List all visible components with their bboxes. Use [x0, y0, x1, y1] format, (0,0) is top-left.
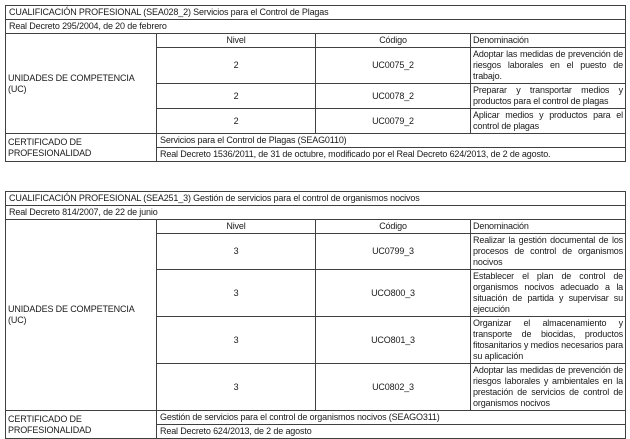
- codigo-value: UC0079_2: [316, 109, 471, 134]
- codigo-value: UCO800_3: [316, 270, 471, 317]
- column-header-nivel: Nivel: [157, 34, 316, 48]
- nivel-value: 2: [157, 84, 316, 109]
- denominacion-value: Establecer el plan de control de organismos nocivos adecuado a la situación de partida y supervisar su ejecución: [471, 270, 626, 317]
- certificate-line: Real Decreto 1536/2011, de 31 de octubre, modificado por el Real Decreto 624/2013, de 2 de agosto.: [157, 148, 626, 162]
- certificate-label: CERTIFICADO DE PROFESIONALIDAD: [8, 413, 92, 435]
- qualification-table-sea028: [5, 5, 626, 162]
- nivel-value: 3: [157, 317, 316, 364]
- column-header-denominacion: Denominación: [471, 220, 626, 234]
- codigo-value: UC0802_3: [316, 364, 471, 411]
- uc-section-label-cell: [6, 34, 157, 134]
- denominacion-value: Aplicar medios y productos para el control de plagas: [471, 109, 626, 134]
- certificate-label-cell: [6, 411, 157, 439]
- certificate-label: CERTIFICADO DE PROFESIONALIDAD: [8, 136, 92, 158]
- nivel-value: 3: [157, 270, 316, 317]
- certificate-label-cell: [6, 134, 157, 162]
- nivel-value: 2: [157, 109, 316, 134]
- nivel-value: 3: [157, 234, 316, 270]
- uc-section-label: UNIDADES DE COMPETENCIA (UC): [8, 304, 135, 325]
- denominacion-value: Organizar el almacenamiento y transporte de biocidas, productos fitosanitarios y medios necesarios para su aplicación: [471, 317, 626, 364]
- column-header-codigo: Código: [316, 34, 471, 48]
- uc-section-label: UNIDADES DE COMPETENCIA (UC): [8, 72, 135, 94]
- certificate-line: Gestión de servicios para el control de organismos nocivos (SEAGO311): [157, 411, 626, 425]
- codigo-value: UC0075_2: [316, 48, 471, 84]
- codigo-value: UCO801_3: [316, 317, 471, 364]
- codigo-value: UC0078_2: [316, 84, 471, 109]
- column-header-codigo: Código: [316, 220, 471, 234]
- denominacion-value: Adoptar las medidas de prevención de riesgos laborales en el puesto de trabajo.: [471, 48, 626, 84]
- table-title: CUALIFICACIÓN PROFESIONAL (SEA251_3) Gestión de servicios para el control de organismos nocivos: [6, 192, 626, 206]
- column-header-denominacion: Denominación: [471, 34, 626, 48]
- denominacion-value: Preparar y transportar medios y productos para el control de plagas: [471, 84, 626, 109]
- decree-line: Real Decreto 295/2004, de 20 de febrero: [6, 20, 626, 34]
- decree-line: Real Decreto 814/2007, de 22 de junio: [6, 206, 626, 220]
- table-title: CUALIFICACIÓN PROFESIONAL (SEA028_2) Servicios para el Control de Plagas: [6, 6, 626, 20]
- nivel-value: 3: [157, 364, 316, 411]
- certificate-line: Servicios para el Control de Plagas (SEAG0110): [157, 134, 626, 148]
- certificate-line: Real Decreto 624/2013, de 2 de agosto: [157, 425, 626, 439]
- nivel-value: 2: [157, 48, 316, 84]
- column-header-nivel: Nivel: [157, 220, 316, 234]
- uc-section-label-cell: [6, 220, 157, 411]
- denominacion-value: Adoptar las medidas de prevención de riesgos laborales y ambientales en la prestación de servicios de control de organismos nocivos: [471, 364, 626, 411]
- denominacion-value: Realizar la gestión documental de los procesos de control de organismos nocivos: [471, 234, 626, 270]
- qualification-table-sea251: [5, 191, 626, 439]
- codigo-value: UC0799_3: [316, 234, 471, 270]
